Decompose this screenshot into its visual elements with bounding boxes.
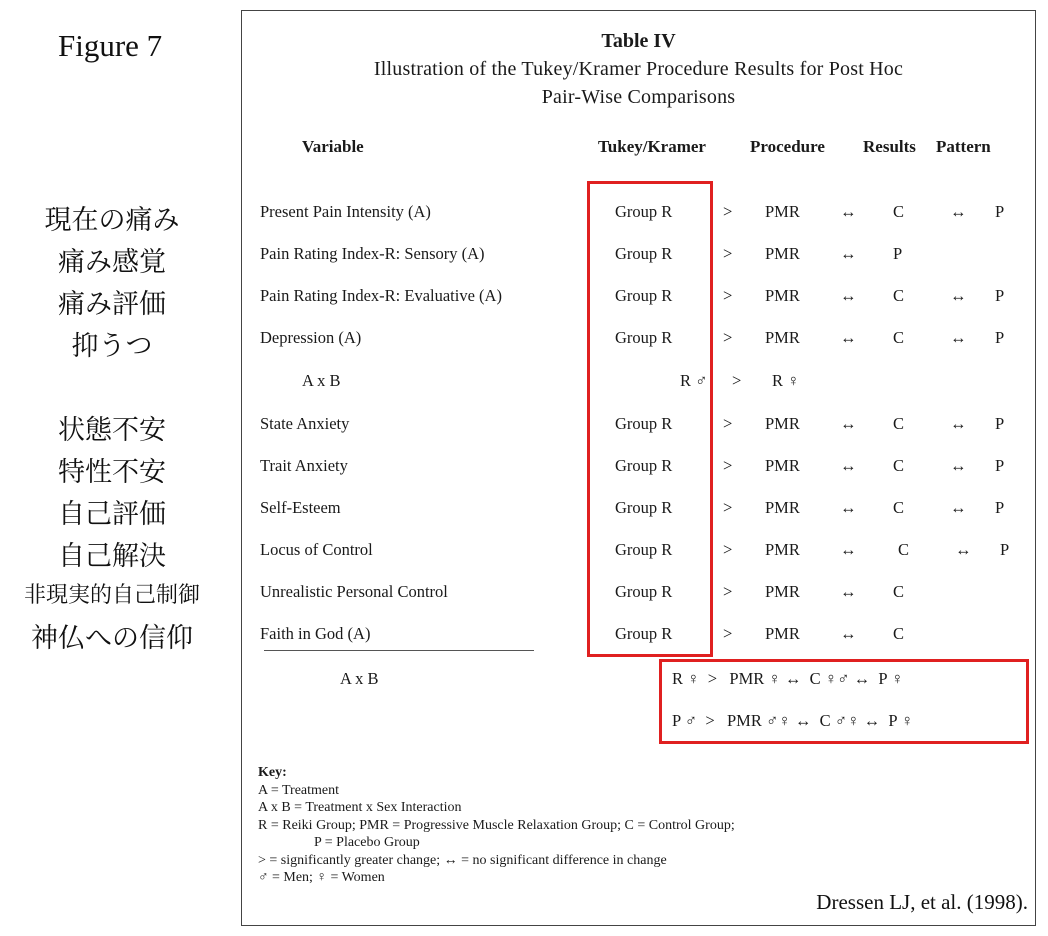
axb-greater-sign: > bbox=[732, 371, 742, 390]
key-line: P = Placebo Group bbox=[314, 835, 420, 850]
figure-label: Figure 7 bbox=[58, 28, 163, 63]
header-tukey: Tukey/Kramer bbox=[598, 137, 706, 156]
axb-label: A x B bbox=[302, 371, 341, 390]
row-p: P bbox=[1000, 540, 1010, 559]
row-variable: Self-Esteem bbox=[260, 498, 341, 517]
row-variable: Trait Anxiety bbox=[260, 456, 348, 475]
row-arrow-2: ↔ bbox=[955, 540, 972, 559]
row-variable: Pain Rating Index-R: Evaluative (A) bbox=[260, 286, 502, 305]
axb-label-faith: A x B bbox=[340, 669, 379, 688]
row-arrow-1: ↔ bbox=[840, 498, 857, 517]
row-greater-sign: > bbox=[723, 244, 733, 263]
row-arrow-2: ↔ bbox=[950, 286, 967, 305]
row-p: P bbox=[995, 328, 1005, 347]
row-arrow-1: ↔ bbox=[840, 286, 857, 305]
row-c: C bbox=[893, 328, 905, 347]
highlight-box-axb-faith bbox=[659, 659, 1029, 744]
row-p: P bbox=[995, 286, 1005, 305]
row-variable: Unrealistic Personal Control bbox=[260, 582, 448, 601]
row-greater-sign: > bbox=[723, 540, 733, 559]
row-pmr: PMR bbox=[765, 286, 800, 305]
row-arrow-1: ↔ bbox=[840, 328, 857, 347]
row-group: Group R bbox=[615, 414, 673, 433]
row-arrow-2: ↔ bbox=[950, 498, 967, 517]
row-pmr: PMR bbox=[765, 328, 800, 347]
row-c: C bbox=[893, 456, 905, 475]
row-arrow-1: ↔ bbox=[840, 456, 857, 475]
row-pmr: PMR bbox=[765, 540, 800, 559]
jp-label-locus-of-control: 自己解決 bbox=[58, 541, 166, 572]
row-c: C bbox=[893, 624, 905, 643]
highlight-box-tukey-groups bbox=[587, 181, 713, 657]
row-group: Group R bbox=[615, 456, 673, 475]
table-subtitle-line1: Illustration of the Tukey/Kramer Procedure Results for Post Hoc bbox=[373, 58, 904, 80]
header-variable: Variable bbox=[302, 137, 364, 156]
row-c: C bbox=[898, 540, 910, 559]
jp-label-unrealistic-control: 非現実的自己制御 bbox=[23, 583, 200, 608]
row-c: C bbox=[893, 582, 905, 601]
row-arrow-2: ↔ bbox=[950, 456, 967, 475]
key-block bbox=[258, 764, 735, 887]
row-p: P bbox=[995, 414, 1005, 433]
axb-right: R ♀ bbox=[772, 371, 800, 390]
row-arrow-1: ↔ bbox=[840, 540, 857, 559]
row-greater-sign: > bbox=[723, 498, 733, 517]
row-pmr: PMR bbox=[765, 456, 800, 475]
axb-left: R ♂ bbox=[680, 371, 708, 390]
key-line: R = Reiki Group; PMR = Progressive Muscle Relaxation Group; C = Control Group; bbox=[258, 817, 735, 833]
header-results: Results bbox=[863, 137, 916, 156]
row-pmr: PMR bbox=[765, 244, 800, 263]
row-group: Group R bbox=[615, 582, 673, 601]
row-greater-sign: > bbox=[723, 414, 733, 433]
jp-label-trait-anxiety: 特性不安 bbox=[58, 457, 166, 488]
header-procedure: Procedure bbox=[750, 137, 825, 156]
axb-faith-line2: P ♂ > PMR ♂♀ ↔ C ♂♀ ↔ P ♀ bbox=[672, 711, 914, 730]
key-title: Key: bbox=[258, 765, 287, 780]
table-subtitle-line2: Pair-Wise Comparisons bbox=[541, 86, 736, 108]
table-title: Table IV bbox=[601, 30, 676, 52]
axb-divider bbox=[264, 650, 534, 651]
row-c: C bbox=[893, 498, 905, 517]
row-group: Group R bbox=[615, 624, 673, 643]
row-arrow-2: ↔ bbox=[950, 202, 967, 221]
row-arrow-2: ↔ bbox=[950, 328, 967, 347]
row-variable: State Anxiety bbox=[260, 414, 350, 433]
row-arrow-1: ↔ bbox=[840, 244, 857, 263]
row-p-sensory: P bbox=[893, 244, 903, 263]
row-greater-sign: > bbox=[723, 202, 733, 221]
row-variable: Pain Rating Index-R: Sensory (A) bbox=[260, 244, 485, 263]
row-arrow-1: ↔ bbox=[840, 582, 857, 601]
key-line: > = significantly greater change; ↔ = no significant difference in change bbox=[258, 852, 667, 868]
row-c: C bbox=[893, 414, 905, 433]
row-greater-sign: > bbox=[723, 456, 733, 475]
row-arrow-1: ↔ bbox=[840, 202, 857, 221]
key-line: ♂ = Men; ♀ = Women bbox=[258, 870, 385, 885]
jp-label-self-esteem: 自己評価 bbox=[58, 499, 166, 530]
key-line: A x B = Treatment x Sex Interaction bbox=[258, 800, 462, 815]
row-p: P bbox=[995, 456, 1005, 475]
jp-label-pain-sensory: 痛み感覚 bbox=[58, 247, 166, 278]
row-group: Group R bbox=[615, 540, 673, 559]
row-greater-sign: > bbox=[723, 624, 733, 643]
row-pmr: PMR bbox=[765, 202, 800, 221]
row-pmr: PMR bbox=[765, 624, 800, 643]
row-p: P bbox=[995, 202, 1005, 221]
row-c: C bbox=[893, 286, 905, 305]
jp-label-depression: 抑うつ bbox=[71, 331, 153, 362]
row-group: Group R bbox=[615, 244, 673, 263]
row-group: Group R bbox=[615, 286, 673, 305]
jp-label-state-anxiety: 状態不安 bbox=[58, 415, 166, 446]
axb-faith-line1: R ♀ > PMR ♀ ↔ C ♀♂ ↔ P ♀ bbox=[672, 669, 904, 688]
row-greater-sign: > bbox=[723, 582, 733, 601]
jp-label-faith-in-god: 神仏への信仰 bbox=[31, 623, 193, 654]
row-variable: Present Pain Intensity (A) bbox=[260, 202, 431, 221]
row-greater-sign: > bbox=[723, 328, 733, 347]
row-group: Group R bbox=[615, 202, 673, 221]
row-c: C bbox=[893, 202, 905, 221]
row-variable: Locus of Control bbox=[260, 540, 373, 559]
key-line: A = Treatment bbox=[258, 782, 340, 798]
row-greater-sign: > bbox=[723, 286, 733, 305]
row-pmr: PMR bbox=[765, 414, 800, 433]
citation: Dressen LJ, et al. (1998). bbox=[816, 890, 1028, 914]
row-group: Group R bbox=[615, 328, 673, 347]
row-variable: Depression (A) bbox=[260, 328, 362, 347]
row-arrow-1: ↔ bbox=[840, 624, 857, 643]
row-group: Group R bbox=[615, 498, 673, 517]
row-variable: Faith in God (A) bbox=[260, 624, 371, 643]
row-p: P bbox=[995, 498, 1005, 517]
row-arrow-1: ↔ bbox=[840, 414, 857, 433]
row-arrow-2: ↔ bbox=[950, 414, 967, 433]
jp-label-pain-evaluative: 痛み評価 bbox=[58, 289, 166, 320]
jp-label-present-pain: 現在の痛み bbox=[44, 205, 180, 236]
header-pattern: Pattern bbox=[936, 137, 991, 156]
row-pmr: PMR bbox=[765, 582, 800, 601]
row-pmr: PMR bbox=[765, 498, 800, 517]
